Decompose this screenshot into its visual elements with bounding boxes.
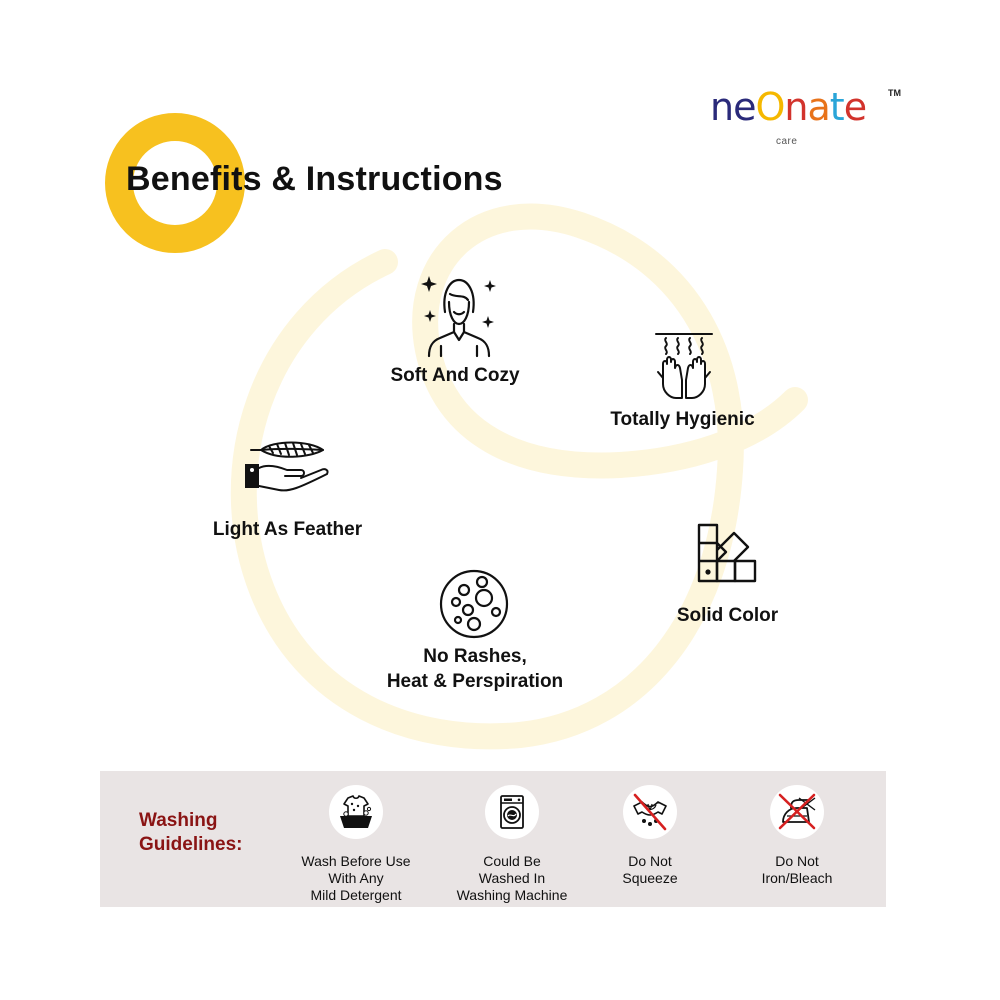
benefit-soft-label: Soft And Cozy xyxy=(390,365,520,386)
page-title: Benefits & Instructions xyxy=(126,160,503,198)
wash-item xyxy=(727,785,867,887)
benefit-rashes-label xyxy=(365,644,585,694)
wash-item-label xyxy=(442,853,582,904)
hand-wash-garment-icon xyxy=(329,785,383,839)
no-wring-icon xyxy=(623,785,677,839)
logo-letter: n xyxy=(710,85,734,129)
wash-item xyxy=(286,785,426,904)
feather-on-hand-icon xyxy=(243,438,331,494)
wash-label-line: Washing Machine xyxy=(456,887,568,903)
skin-rash-icon xyxy=(438,568,510,640)
wash-item xyxy=(442,785,582,904)
wash-label-line: Do Not xyxy=(775,853,819,869)
benefit-feather-label: Light As Feather xyxy=(212,519,363,540)
washing-title-line2: Guidelines: xyxy=(139,834,243,855)
washing-title-line1: Washing xyxy=(139,810,218,831)
no-iron-icon xyxy=(770,785,824,839)
brand-logo xyxy=(710,85,910,158)
benefit-rashes-line1: No Rashes, xyxy=(423,646,527,667)
washing-guidelines-panel xyxy=(100,771,886,907)
wash-label-line: Iron/Bleach xyxy=(761,870,833,886)
logo-tagline: care xyxy=(776,136,798,147)
hand-wash-icon xyxy=(652,328,716,400)
washing-guidelines-title xyxy=(139,809,242,857)
benefit-solid-label: Solid Color xyxy=(676,605,779,626)
logo-letter: e xyxy=(843,85,867,129)
wash-label-line: Mild Detergent xyxy=(310,887,402,903)
logo-letter: e xyxy=(733,85,756,129)
wash-label-line: Could Be xyxy=(483,853,541,869)
sparkling-woman-icon xyxy=(420,272,498,358)
logo-trademark: TM xyxy=(888,88,901,98)
benefit-rashes-line2: Heat & Perspiration xyxy=(386,671,564,692)
wash-label-line: Squeeze xyxy=(622,870,678,886)
wash-label-line: With Any xyxy=(328,870,384,886)
wash-label-line: Washed In xyxy=(478,870,546,886)
logo-letter: O xyxy=(755,85,785,129)
wash-label-line: Wash Before Use xyxy=(301,853,411,869)
wash-item-label xyxy=(580,853,720,887)
wash-item-label xyxy=(727,853,867,887)
logo-letter: n xyxy=(784,85,808,129)
wash-item-label xyxy=(286,853,426,904)
color-swatch-icon xyxy=(696,522,758,584)
logo-wordmark xyxy=(710,85,867,129)
washing-machine-icon xyxy=(485,785,539,839)
benefit-hygienic-label: Totally Hygienic xyxy=(610,409,755,430)
logo-letter: t xyxy=(829,85,844,129)
logo-letter: a xyxy=(807,85,830,129)
wash-item xyxy=(580,785,720,887)
wash-label-line: Do Not xyxy=(628,853,672,869)
